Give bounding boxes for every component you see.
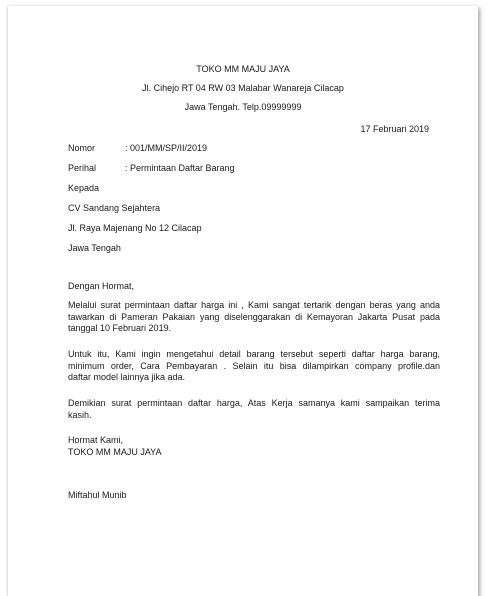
paragraph-2-line-2: minimum order, Cara Pembayaran . Selain itu bisa dilampirkan company profile.dan bbox=[68, 360, 440, 371]
paragraph-3-line-1: Demikian surat permintaan daftar harga, Atas Kerja samanya kami sampaikan terima bbox=[68, 398, 440, 408]
letterhead-address: Jl. Cihejo RT 04 RW 03 Malabar Wanareja Cilacap bbox=[142, 83, 344, 93]
closing-regards: Hormat Kami, bbox=[68, 435, 124, 445]
salutation: Dengan Hormat, bbox=[68, 281, 135, 291]
recipient-street: Jl. Raya Majenang No 12 Cilacap bbox=[68, 223, 202, 233]
closing-company: TOKO MM MAJU JAYA bbox=[68, 447, 162, 457]
signer-name: Miftahul Munib bbox=[68, 490, 127, 500]
nomor-label: Nomor bbox=[68, 143, 96, 153]
paragraph-1 bbox=[68, 300, 440, 335]
letterhead-company: TOKO MM MAJU JAYA bbox=[196, 64, 290, 74]
perihal-label: Perihal bbox=[68, 163, 97, 173]
paragraph-2 bbox=[68, 349, 440, 384]
kepada-label: Kepada bbox=[68, 183, 100, 193]
perihal-value: : Permintaan Daftar Barang bbox=[125, 163, 235, 173]
letterhead-region-phone: Jawa Tengah. Telp.09999999 bbox=[184, 102, 302, 112]
letter-page bbox=[8, 6, 478, 596]
paragraph-2-line-3: daftar model lainnya jika ada. bbox=[68, 372, 186, 382]
recipient-region: Jawa Tengah bbox=[68, 243, 121, 253]
nomor-value: : 001/MM/SP/II/2019 bbox=[125, 143, 208, 153]
paragraph-3 bbox=[68, 398, 440, 421]
recipient-name: CV Sandang Sejahtera bbox=[68, 203, 161, 213]
paragraph-2-line-1: Untuk itu, Kami ingin mengetahui detail barang tersebut seperti daftar harga barang, bbox=[68, 349, 440, 359]
paragraph-1-line-3: tanggal 10 Februari 2019. bbox=[68, 323, 172, 333]
paragraph-3-line-2: kasih. bbox=[68, 409, 92, 420]
paragraph-1-line-1: Melalui surat permintaan daftar harga ini , Kami sangat tertarik dengan beras yang anda bbox=[68, 300, 440, 310]
paragraph-1-line-2: tawarkan di Pameran Pakaian yang diselenggarakan di Kemayoran Jakarta Pusat pada bbox=[68, 311, 440, 322]
letter-date: 17 Februari 2019 bbox=[360, 124, 429, 134]
